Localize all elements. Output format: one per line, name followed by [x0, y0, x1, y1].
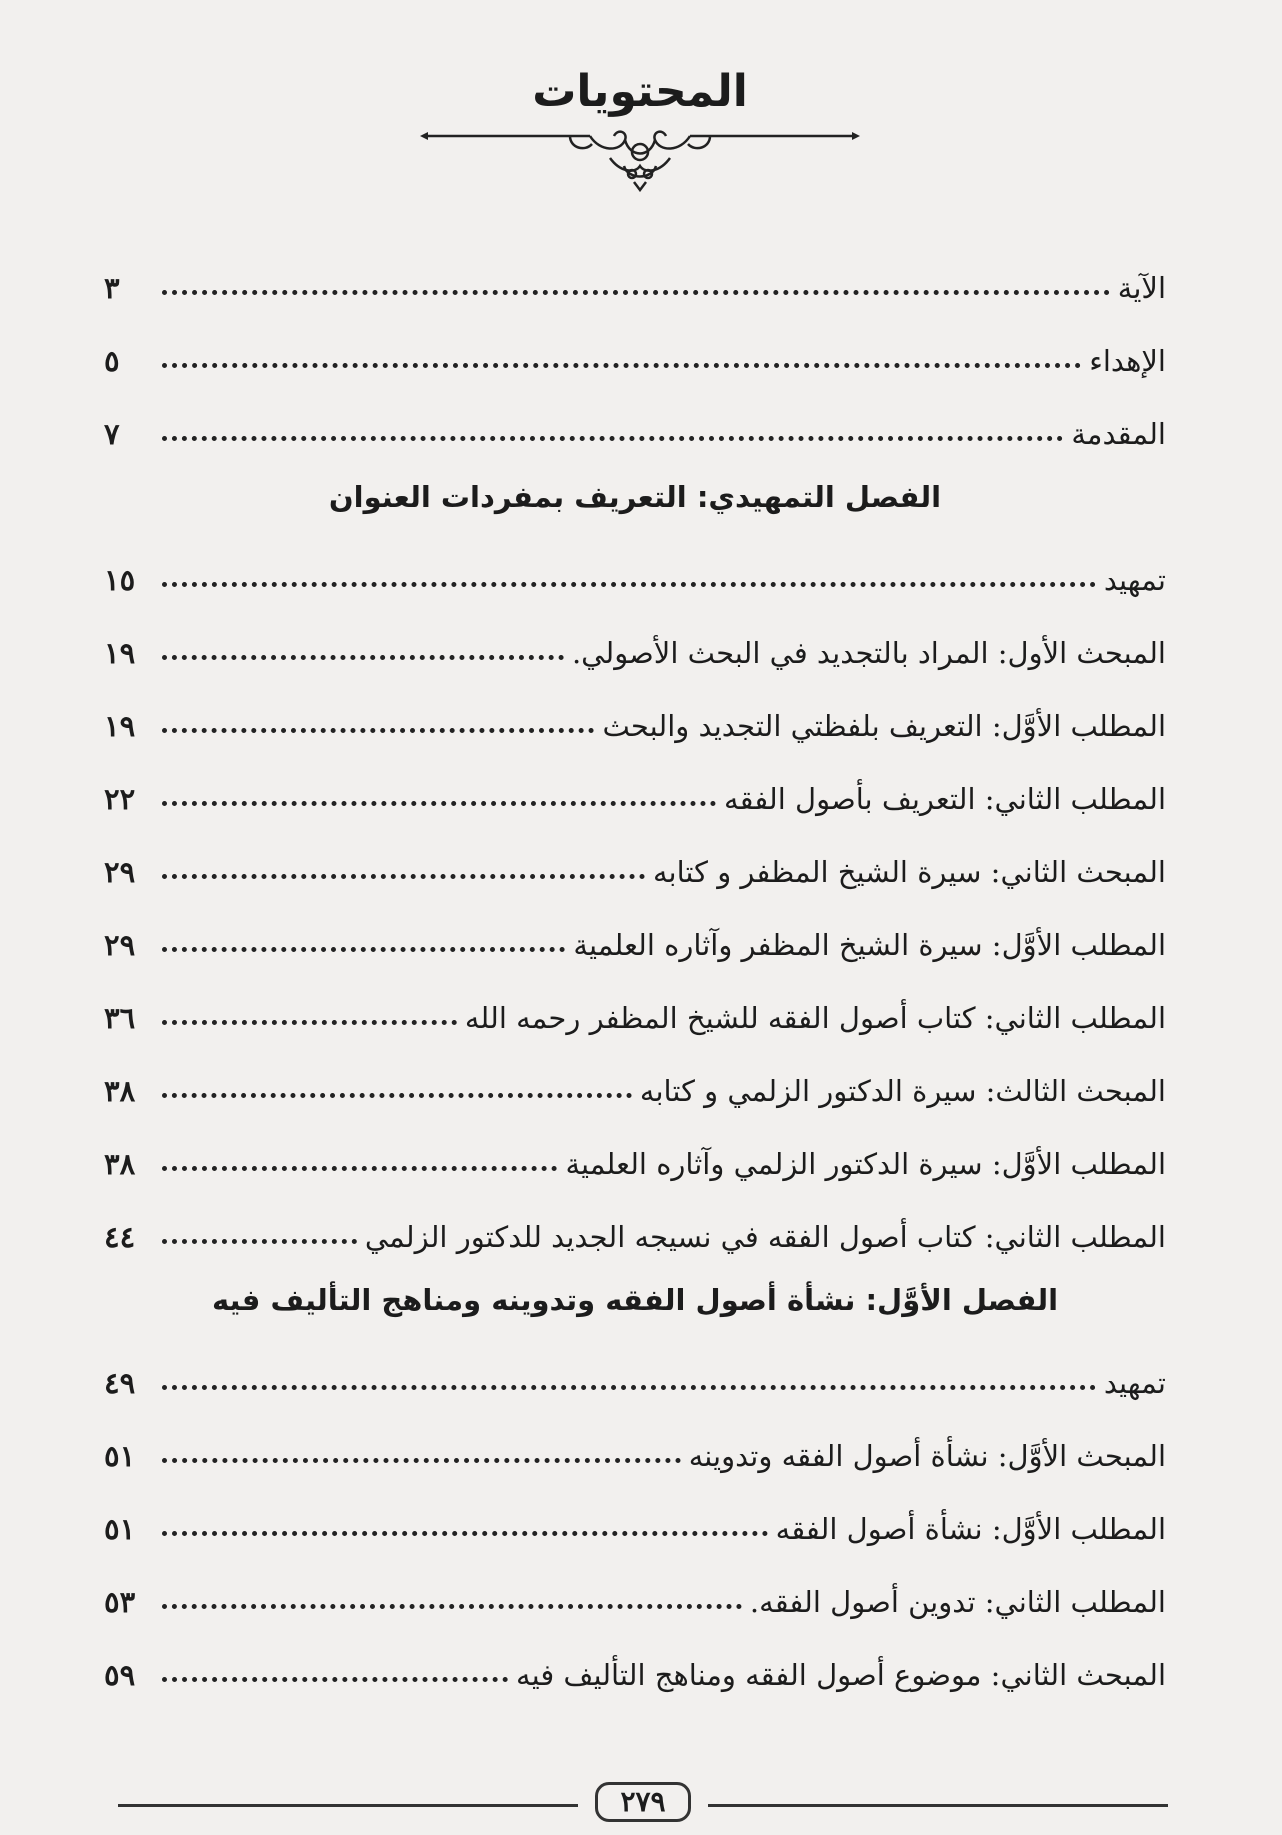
toc-entry [104, 670, 1166, 743]
dot-leader [162, 655, 564, 660]
toc-entry [104, 1181, 1166, 1254]
title-block [420, 62, 860, 192]
toc-entry-page: ٣ [104, 271, 120, 305]
dot-leader [162, 1093, 632, 1098]
toc-entry-title: المطلب الأوَّل: سيرة الدكتور الزلمي وآثاره العلمية [565, 1147, 1166, 1181]
toc-entry-page: ٢٩ [104, 855, 136, 889]
toc-entry-title: تمهيد [1103, 1366, 1166, 1400]
toc-entry-title: الآية [1117, 271, 1166, 305]
toc-entry [104, 378, 1166, 451]
dot-leader [162, 1239, 357, 1244]
dot-leader [162, 582, 1096, 587]
chapter-heading: الفصل التمهيدي: التعريف بمفردات العنوان [328, 480, 942, 514]
toc-entry-page: ٣٨ [104, 1074, 136, 1108]
toc-entry [104, 1035, 1166, 1108]
toc-entry-page: ٧ [104, 417, 120, 451]
toc-entry-page: ٥٣ [104, 1585, 136, 1619]
toc-entry-page: ٤٤ [104, 1220, 136, 1254]
toc-entry-page: ٢٩ [104, 928, 136, 962]
toc-entry [104, 962, 1166, 1035]
toc-entry-title: المطلب الأوَّل: التعريف بلفظتي التجديد والبحث [602, 709, 1166, 743]
toc-entry-title: المطلب الأوَّل: سيرة الشيخ المظفر وآثاره العلمية [573, 928, 1166, 962]
toc-entry-page: ٣٦ [104, 1001, 136, 1035]
page-number: ٢٧٩ [595, 1782, 691, 1822]
toc-entry [104, 889, 1166, 962]
toc-entry-title: المقدمة [1071, 417, 1166, 451]
dot-leader [162, 874, 645, 879]
toc-entry-title: المطلب الثاني: كتاب أصول الفقه في نسيجه الجديد للدكتور الزلمي [364, 1220, 1166, 1254]
dot-leader [162, 728, 594, 733]
ornament-divider-icon [420, 122, 860, 192]
toc-entry-page: ٥ [104, 344, 120, 378]
chapter-heading: الفصل الأوَّل: نشأة أصول الفقه وتدوينه ومناهج التأليف فيه [211, 1283, 1059, 1317]
toc-entry [104, 816, 1166, 889]
toc-entry-title: الإهداء [1089, 344, 1166, 378]
dot-leader [162, 1458, 681, 1463]
toc-entry [104, 743, 1166, 816]
toc-entry-title: المبحث الثاني: سيرة الشيخ المظفر و كتابه [652, 855, 1166, 889]
dot-leader [162, 801, 716, 806]
toc-entry-title: المبحث الثالث: سيرة الدكتور الزلمي و كتابه [639, 1074, 1166, 1108]
toc-entry-page: ٤٩ [104, 1366, 136, 1400]
toc-entry [104, 1327, 1166, 1400]
toc-entry [104, 1473, 1166, 1546]
dot-leader [162, 1385, 1096, 1390]
toc-entry-title: المطلب الثاني: كتاب أصول الفقه للشيخ المظفر رحمه الله [464, 1001, 1166, 1035]
toc-entry-page: ١٥ [104, 563, 136, 597]
dot-leader [162, 1020, 457, 1025]
toc-entry-page: ١٩ [104, 709, 136, 743]
toc-entry-page: ٣٨ [104, 1147, 136, 1181]
toc-entry-title: المبحث الأول: المراد بالتجديد في البحث الأصولي. [571, 636, 1166, 670]
footer [118, 1782, 1168, 1822]
dot-leader [162, 290, 1110, 295]
toc-entry [104, 305, 1166, 378]
toc-entry-page: ٥١ [104, 1439, 136, 1473]
page-title: المحتويات [532, 66, 748, 117]
toc-entry-page: ٥١ [104, 1512, 136, 1546]
toc-entry [104, 1619, 1166, 1692]
footer-rule-right [708, 1804, 1168, 1807]
toc-entry-title: المبحث الثاني: موضوع أصول الفقه ومناهج التأليف فيه [516, 1658, 1166, 1692]
dot-leader [162, 1166, 557, 1171]
toc-entry [104, 524, 1166, 597]
toc-entry [104, 1400, 1166, 1473]
toc-entry-page: ٥٩ [104, 1658, 136, 1692]
toc-entry-title: المطلب الثاني: التعريف بأصول الفقه [724, 782, 1166, 816]
dot-leader [162, 1677, 508, 1682]
dot-leader [162, 947, 565, 952]
toc-entry [104, 232, 1166, 305]
dot-leader [162, 436, 1063, 441]
toc-entry-title: المبحث الأوَّل: نشأة أصول الفقه وتدوينه [688, 1439, 1166, 1473]
toc-entry [104, 597, 1166, 670]
table-of-contents [104, 232, 1166, 1692]
toc-entry-page: ٢٢ [104, 782, 136, 816]
toc-entry-title: تمهيد [1103, 563, 1166, 597]
footer-rule-left [118, 1804, 578, 1807]
dot-leader [162, 1531, 768, 1536]
toc-entry-title: المطلب الثاني: تدوين أصول الفقه. [749, 1585, 1166, 1619]
dot-leader [162, 363, 1081, 368]
toc-entry [104, 1108, 1166, 1181]
dot-leader [162, 1604, 742, 1609]
toc-entry-page: ١٩ [104, 636, 136, 670]
toc-entry-title: المطلب الأوَّل: نشأة أصول الفقه [775, 1512, 1166, 1546]
toc-entry [104, 1546, 1166, 1619]
